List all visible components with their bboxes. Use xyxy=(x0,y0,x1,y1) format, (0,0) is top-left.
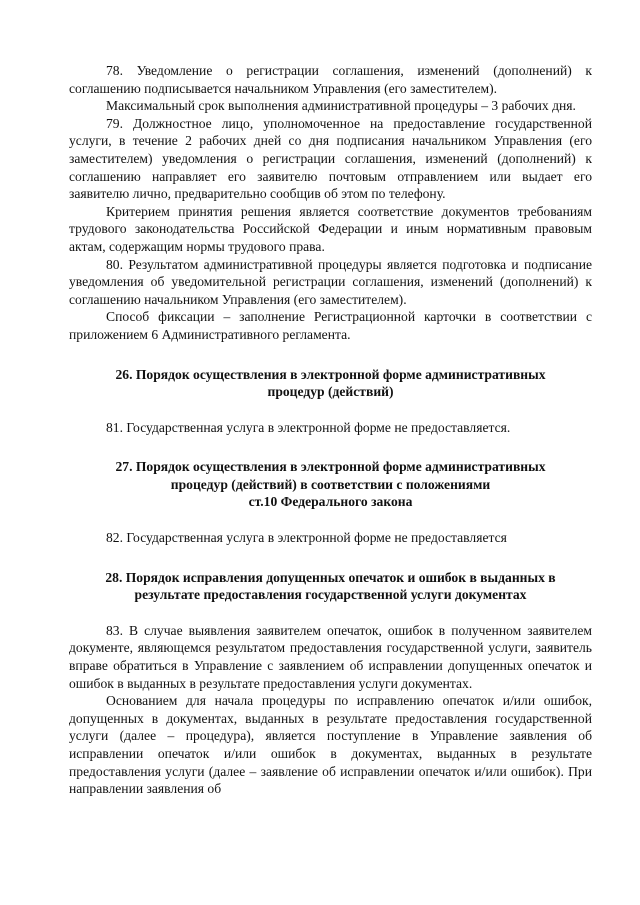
paragraph-78: 78. Уведомление о регистрации соглашения, изменений (дополнений) к соглашению подписывается начальником Управления (его заместителем). xyxy=(69,63,592,96)
heading-26-line-1: 26. Порядок осуществления в электронной форме административных xyxy=(115,366,546,382)
heading-28-line-2: результате предоставления государственной услуги документах xyxy=(134,587,527,603)
paragraph-80-fixation: Способ фиксации – заполнение Регистрационной карточки в соответствии с приложением 6 Административного регламента. xyxy=(69,309,592,342)
paragraph-79: 79. Должностное лицо, уполномоченное на предоставление государственной услуги, в течение 2 рабочих дней со дня подписания начальником Управления (его заместителем) уведомления о регистрации соглашения, изменений (дополнений) к соглашению направляет его заявителю почтовым отправлением или выдает его заявителю лично, предварительно сообщив об этом по телефону. xyxy=(69,115,592,202)
section-heading-27 xyxy=(69,458,592,511)
heading-27-line-1: 27. Порядок осуществления в электронной форме административных xyxy=(115,459,546,475)
section-heading-28 xyxy=(69,569,592,604)
heading-27-line-3: ст.10 Федерального закона xyxy=(248,494,413,510)
paragraph-83: 83. В случае выявления заявителем опечаток, ошибок в полученном заявителем документе, являющемся результатом предоставления государственной услуги, заявитель вправе обратиться в Управление с заявлением об исправлении допущенных опечаток и ошибок в выданных в результате предоставления услуги документах. xyxy=(69,622,592,691)
paragraph-82: 82. Государственная услуга в электронной форме не предоставляется xyxy=(106,530,507,546)
paragraph-80: 80. Результатом административной процедуры является подготовка и подписание уведомления об уведомительной регистрации соглашения, изменений (дополнений) к соглашению начальником Управления (его заместителем). xyxy=(69,256,592,307)
heading-26-line-2: процедур (действий) xyxy=(267,384,394,400)
paragraph-81: 81. Государственная услуга в электронной форме не предоставляется. xyxy=(106,419,511,435)
paragraph-83-basis: Основанием для начала процедуры по исправлению опечаток и/или ошибок, допущенных в документах, выданных в результате предоставления государственной услуги (далее – процедура), является поступление в Управление заявления об исправлении опечаток и/или ошибок в документах, выданных в результате предоставления услуги (далее – заявление об исправлении опечаток и/или ошибок). При направлении заявления об xyxy=(69,693,592,797)
paragraph-79-criterion: Критерием принятия решения является соответствие документов требованиям трудового законодательства Российской Федерации и иным нормативным правовым актам, содержащим нормы трудового права. xyxy=(69,203,592,254)
heading-28-line-1: 28. Порядок исправления допущенных опечаток и ошибок в выданных в xyxy=(105,569,556,585)
section-heading-26 xyxy=(69,366,592,401)
paragraph-78-term: Максимальный срок выполнения административной процедуры – 3 рабочих дня. xyxy=(106,98,576,114)
heading-27-line-2: процедур (действий) в соответствии с положениями xyxy=(170,476,491,492)
